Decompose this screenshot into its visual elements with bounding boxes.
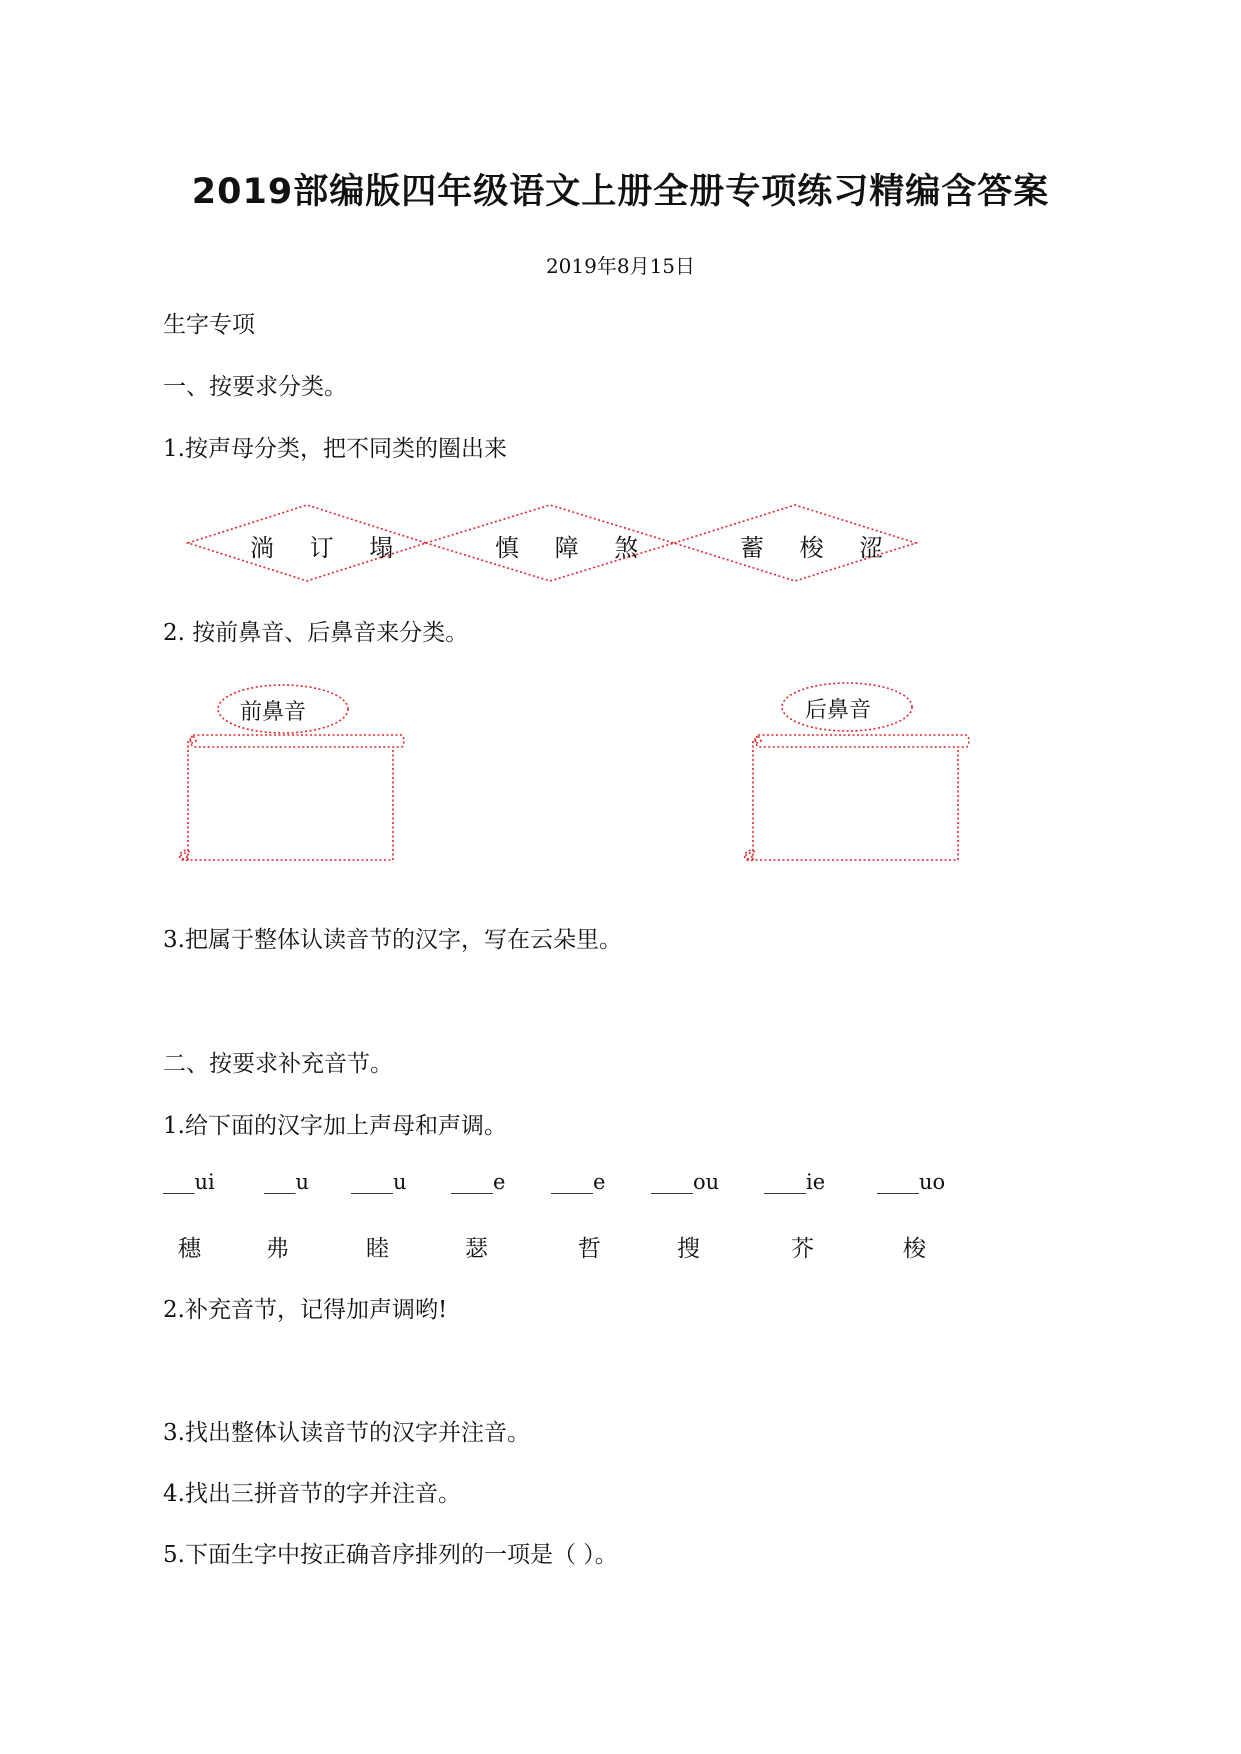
- q2-item1: 1.给下面的汉字加上声母和声调。: [163, 1113, 507, 1139]
- hanzi-6: 搜: [677, 1236, 700, 1262]
- q2-item2: 2.补充音节，记得加声调哟!: [163, 1297, 448, 1323]
- q2-item3: 3.找出整体认读音节的汉字并注音。: [163, 1420, 530, 1446]
- hanzi-1: 穗: [178, 1236, 201, 1262]
- pinyin-blank-3: ____u: [351, 1170, 407, 1194]
- q1-heading: 一、按要求分类。: [163, 374, 347, 400]
- hanzi-3: 睦: [366, 1236, 389, 1262]
- q1-item1: 1.按声母分类，把不同类的圈出来: [163, 436, 507, 462]
- section-heading: 生字专项: [163, 312, 255, 338]
- front-nasal-scroll: [180, 735, 404, 860]
- back-nasal-label: 后鼻音: [805, 698, 872, 723]
- front-nasal-label: 前鼻音: [240, 700, 307, 725]
- diamond-label-2: 慎 障 煞: [495, 534, 653, 562]
- pinyin-blank-2: ___u: [264, 1170, 310, 1194]
- hanzi-2: 弗: [266, 1236, 289, 1262]
- hanzi-7: 芥: [791, 1236, 814, 1262]
- hanzi-4: 瑟: [465, 1236, 488, 1262]
- pinyin-blank-4: ____e: [451, 1170, 506, 1194]
- page-title: 2019部编版四年级语文上册全册专项练习精编含答案: [191, 172, 1050, 212]
- back-nasal-scroll: [745, 735, 969, 860]
- q1-item3: 3.把属于整体认读音节的汉字，写在云朵里。: [163, 927, 622, 953]
- q2-heading: 二、按要求补充音节。: [163, 1051, 393, 1077]
- hanzi-8: 梭: [903, 1236, 926, 1262]
- diamond-label-1: 淌 订 塌: [250, 534, 408, 562]
- pinyin-blank-1: ___ui: [163, 1170, 215, 1194]
- q2-item5: 5.下面生字中按正确音序排列的一项是（ ）。: [163, 1542, 618, 1568]
- hanzi-5: 哲: [578, 1236, 601, 1262]
- diamond-label-3: 蓄 梭 涩: [740, 534, 898, 562]
- pinyin-blank-8: ____uo: [877, 1170, 946, 1194]
- q2-item4: 4.找出三拼音节的字并注音。: [163, 1481, 461, 1507]
- q1-item2: 2. 按前鼻音、后鼻音来分类。: [163, 620, 469, 646]
- pinyin-blank-7: ____ie: [764, 1170, 826, 1194]
- pinyin-blank-5: ____e: [551, 1170, 606, 1194]
- pinyin-blank-6: ____ou: [651, 1170, 720, 1194]
- date-line: 2019年8月15日: [545, 254, 696, 278]
